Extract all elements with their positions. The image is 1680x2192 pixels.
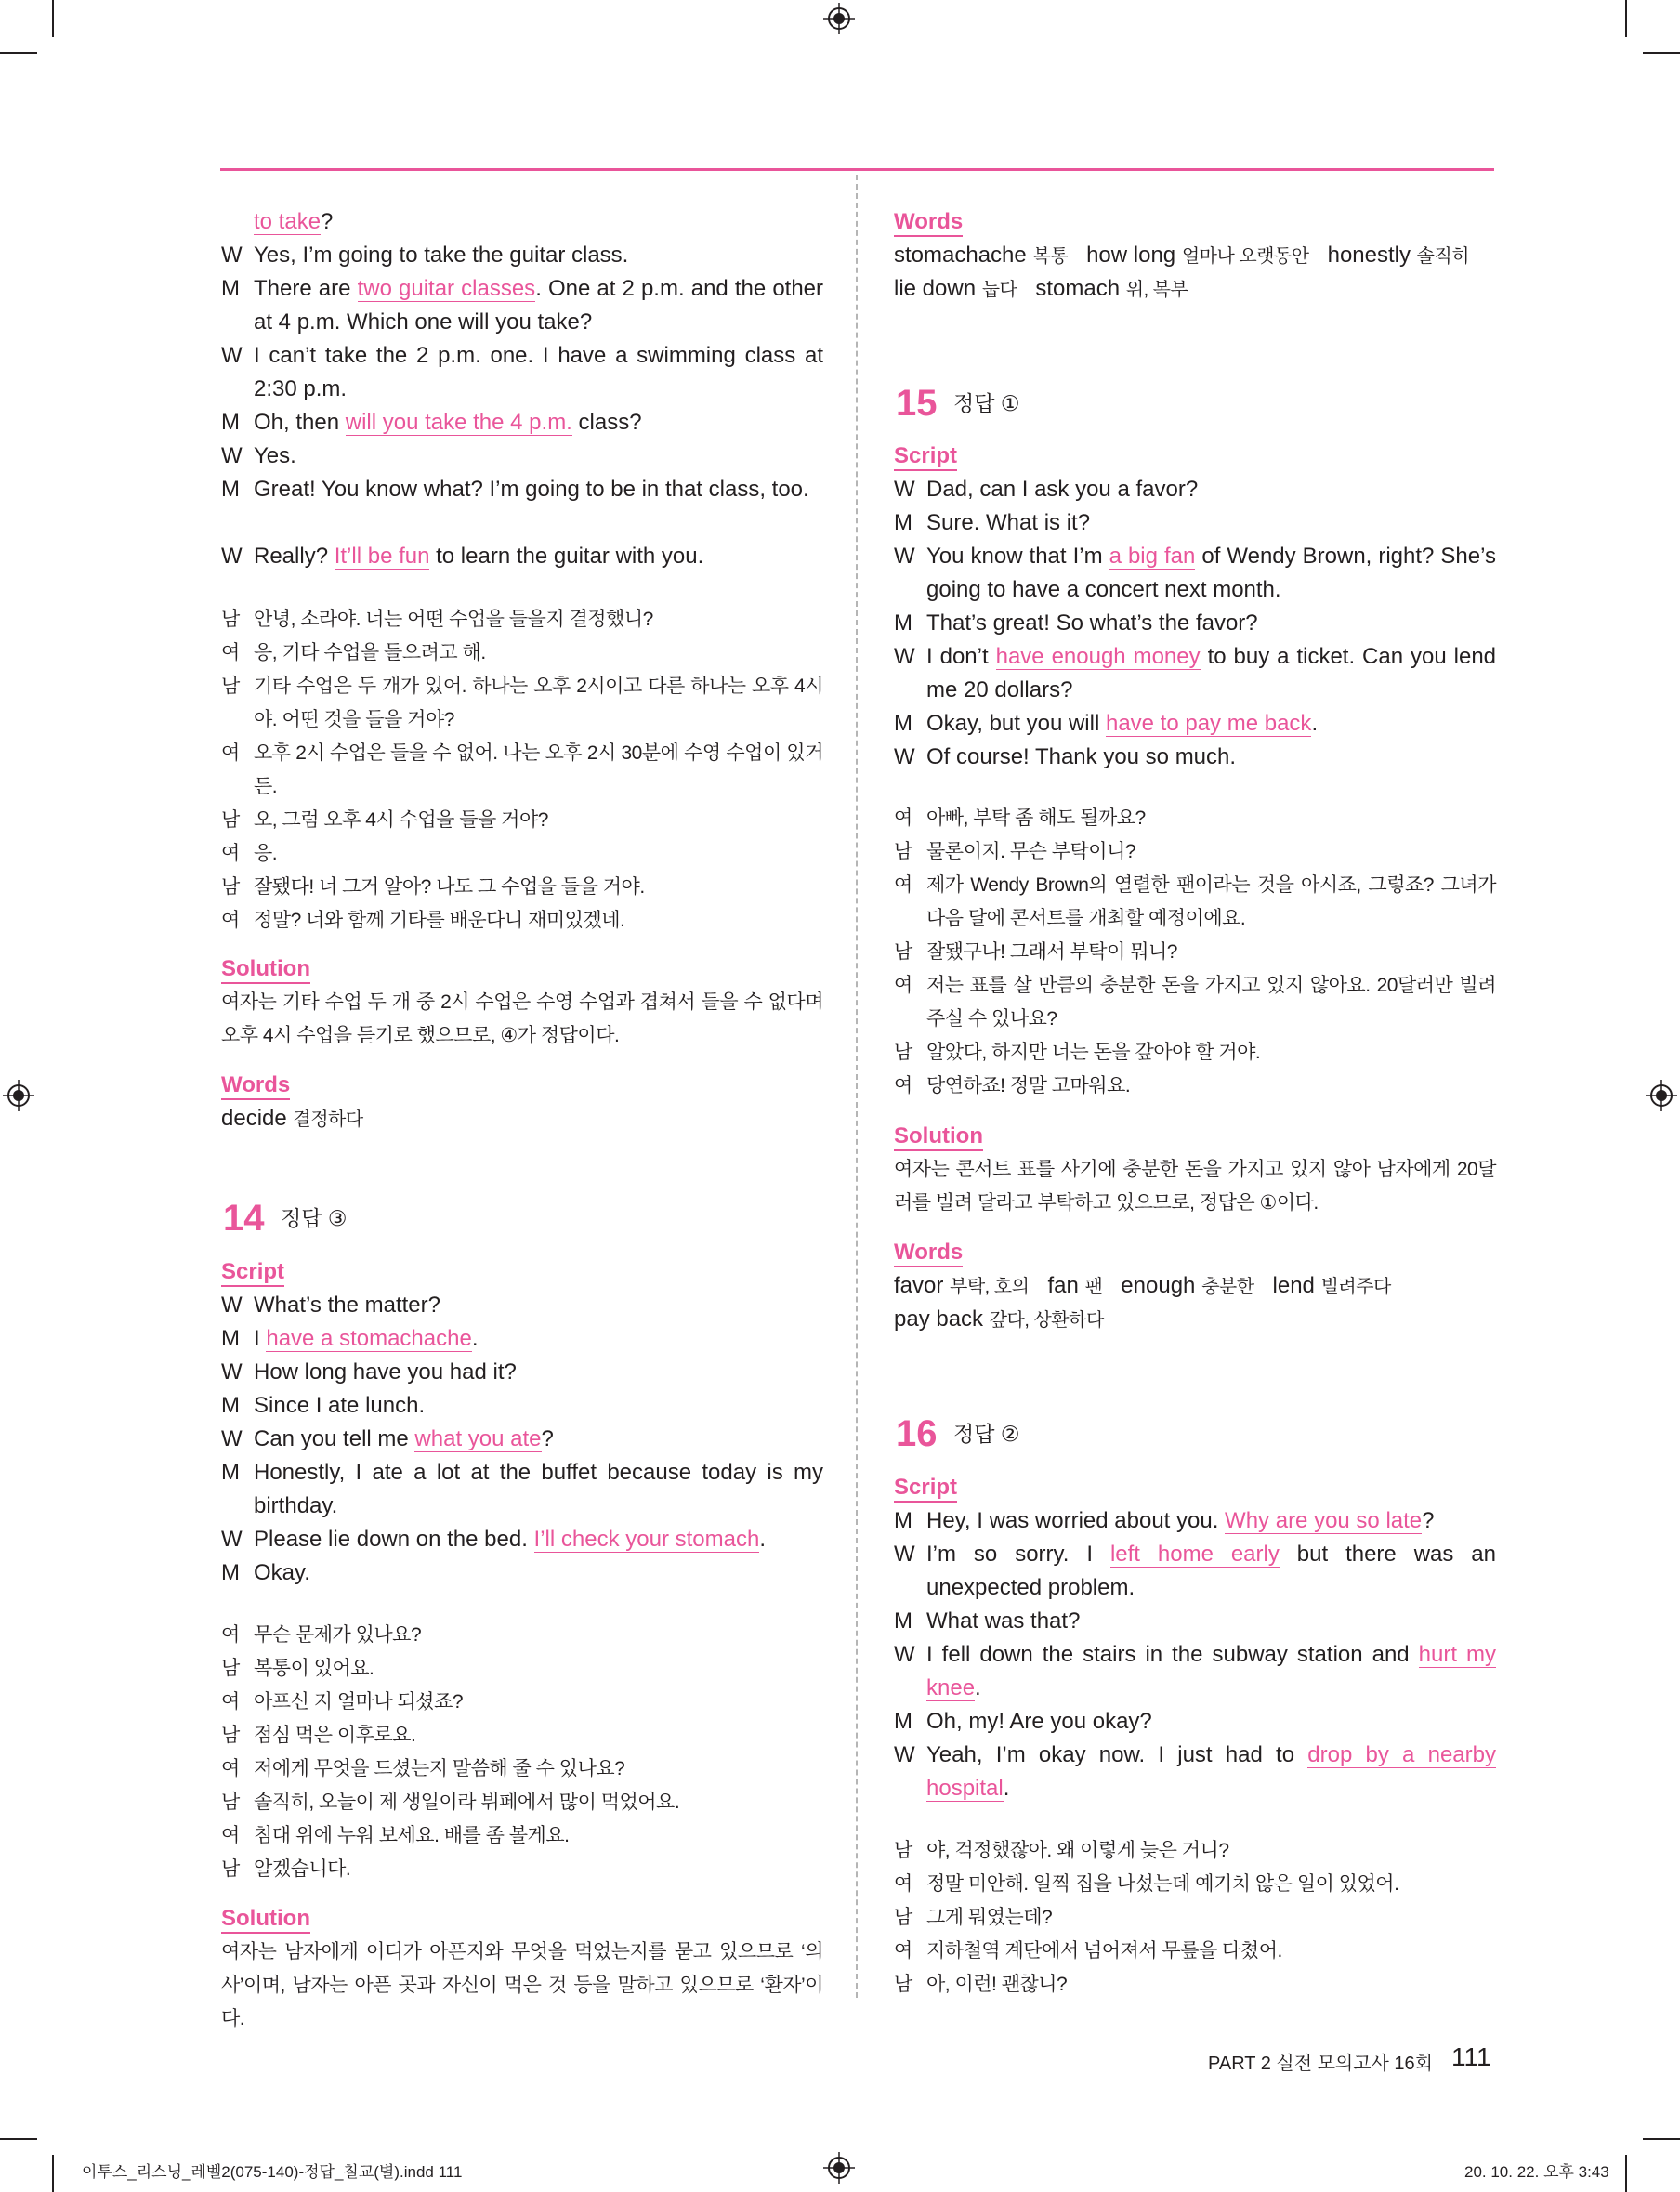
dialogue-line [221,473,823,540]
text-run: to learn the guitar with you. [429,544,704,569]
speaker-label: 여 [221,642,240,663]
translation-text: 안녕, 소라야. 너는 어떤 수업을 들을지 결정했니? [254,609,653,630]
translation-line [221,1819,823,1853]
dialogue-line [221,205,823,239]
highlighted-phrase: It’ll be fun [334,544,430,569]
q15-script-label: Script [894,440,957,473]
crop-mark [1625,0,1627,37]
translation-text: 솔직히, 오늘이 제 생일이라 뷔페에서 많이 먹었어요. [254,1792,680,1813]
text-run: ? [1422,1508,1435,1533]
speaker-label: 남 [221,809,240,831]
translation-text: 그게 뭐였는데? [926,1907,1053,1928]
file-info: 이투스_리스닝_레벨2(075-140)-정답_칠교(별).indd 111 [82,2163,463,2181]
text-run: I can’t take the 2 p.m. one. I have a swimming class at 2:30 p.m. [254,343,823,401]
text-run: Okay. [254,1560,310,1585]
crop-mark [0,52,37,54]
q15-answer: 정답 ① [953,391,1020,415]
translation-text: 무슨 문제가 있나요? [254,1624,422,1646]
dialogue-line [221,1389,823,1423]
dialogue-line [221,406,823,440]
speaker-label: 여 [221,843,240,864]
text-run: Hey, I was worried about you. [926,1508,1226,1533]
speaker-label: 남 [894,1974,912,1995]
q14-solution-text: 여자는 남자에게 어디가 아픈지와 무엇을 먹었는지를 묻고 있으므로 ‘의사’이며, 남자는 아픈 곳과 자신이 먹은 것 등을 말하고 있으므로 ‘환자’이다. [221,1941,823,2029]
translation-line [221,804,823,837]
dialogue-line [894,506,1496,540]
text-run: Dad, can I ask you a favor? [926,477,1199,502]
dialogue-line [894,1739,1496,1805]
dialogue-line [894,607,1496,640]
dialogue-line [894,1605,1496,1638]
vocab-meaning: 빌려주다 [1320,1277,1391,1297]
text-run: of Wendy Brown, right? She’s going to have a concert next month. [926,544,1497,602]
q15-words-list [894,1269,1496,1304]
speaker-label: W [221,343,243,368]
vocab-word: fan [1047,1273,1085,1298]
dialogue-line [894,741,1496,774]
text-run: ? [541,1426,554,1451]
dialogue-text [254,272,823,339]
crop-mark [1643,2138,1680,2140]
speaker-label: 남 [221,1858,240,1880]
dialogue-text [926,506,1496,540]
vocab-meaning: 결정하다 [293,1109,363,1130]
speaker-label: 여 [894,975,912,996]
translation-text: 알겠습니다. [254,1858,351,1880]
q13-solution-text: 여자는 기타 수업 두 개 중 2시 수업은 수영 수업과 겹쳐서 들을 수 없다며 오후 4시 수업을 듣기로 했으므로, ④가 정답이다. [221,991,823,1046]
translation-text: 점심 먹은 이후로요. [254,1725,416,1746]
speaker-label: 남 [894,1042,912,1063]
translation-text: 지하철역 계단에서 넘어져서 무릎을 다쳤어. [926,1940,1282,1962]
vocab-word: lend [1272,1273,1321,1298]
speaker-label: 여 [894,1873,912,1895]
speaker-label: 남 [894,941,912,963]
text-run: There are [254,276,358,301]
translation-line [894,1901,1496,1935]
highlighted-phrase: drop by a nearby hospital [926,1742,1496,1801]
translation-text: 아빠, 부탁 좀 해도 될까요? [926,807,1146,829]
speaker-label: 여 [894,1940,912,1962]
highlighted-phrase: I’ll check your stomach [533,1527,760,1552]
dialogue-line [221,239,823,272]
translation-text: 오후 2시 수업은 들을 수 없어. 나는 오후 2시 30분에 수영 수업이 있거든. [254,742,823,797]
translation-line [221,1719,823,1752]
vocab-word: favor [894,1273,951,1298]
translation-line [221,1652,823,1686]
dialogue-text [254,1523,823,1556]
dialogue-text [926,473,1496,506]
dialogue-text [926,1638,1496,1705]
vocab-meaning: 위, 복부 [1125,280,1188,300]
text-run: . [759,1527,766,1552]
dialogue-text [254,239,823,272]
text-run: . [975,1675,981,1700]
speaker-label: 여 [221,1624,240,1646]
highlighted-phrase: hurt my knee [926,1642,1497,1700]
translation-line [894,835,1496,869]
translation-line [894,936,1496,969]
q16-script-label: Script [894,1471,957,1504]
dialogue-line [894,1504,1496,1538]
speaker-label: M [894,711,912,736]
translation-line [894,1868,1496,1901]
dialogue-line [894,1705,1496,1739]
speaker-label: 여 [894,807,912,829]
speaker-label: W [221,1293,243,1318]
crop-mark [1643,52,1680,54]
vocab-word: enough [1121,1273,1202,1298]
dialogue-line [894,640,1496,707]
dialogue-text [254,473,823,506]
dialogue-text [254,1456,823,1523]
translation-line [894,1834,1496,1868]
speaker-label: 여 [894,874,912,896]
highlighted-phrase: will you take the 4 p.m. [345,410,572,435]
speaker-label: 여 [894,1075,912,1096]
highlighted-phrase: left home early [1109,1542,1280,1567]
dialogue-line [894,473,1496,506]
q14-script-label: Script [221,1255,284,1289]
translation-line [894,1935,1496,1968]
speaker-label: M [221,1460,240,1485]
text-run: but there was an unexpected problem. [926,1542,1496,1600]
dialogue-text [254,1423,823,1456]
translation-line [221,737,823,804]
text-run: ? [321,209,334,234]
translation-text: 당연하죠! 정말 고마워요. [926,1075,1131,1096]
speaker-label: 남 [221,676,240,697]
speaker-label: W [221,544,243,569]
dialogue-text [926,1538,1496,1605]
translation-line [221,1752,823,1786]
dialogue-text [254,339,823,406]
dialogue-text [926,741,1496,774]
translation-line [221,670,823,737]
q15-words-label: Words [894,1236,963,1269]
q15-solution-label: Solution [894,1120,983,1153]
speaker-label: M [221,410,240,435]
speaker-label: 남 [221,1792,240,1813]
dialogue-line [221,540,823,573]
text-run: Yes. [254,443,296,468]
translation-text: 야, 걱정했잖아. 왜 이렇게 늦은 거니? [926,1840,1229,1861]
highlighted-phrase: two guitar classes [357,276,536,301]
translation-text: 응, 기타 수업을 들으려고 해. [254,642,486,663]
highlighted-phrase: a big fan [1109,544,1196,569]
translation-text: 저는 표를 살 만큼의 충분한 돈을 가지고 있지 않아요. 20달러만 빌려 주실 수 있나요? [926,975,1496,1030]
translation-line [894,969,1496,1036]
highlighted-phrase: have a stomachache [266,1326,472,1351]
page-number: 111 [1451,2042,1491,2071]
dialogue-line [221,1423,823,1456]
speaker-label: W [894,544,915,569]
translation-line [221,1786,823,1819]
q14-words-list [894,239,1496,273]
translation-line [221,637,823,670]
speaker-label: 여 [221,742,240,764]
text-run: I’m so sorry. I [926,1542,1110,1567]
translation-text: 오, 그럼 오후 4시 수업을 들을 거야? [254,809,548,831]
translation-line [221,1853,823,1886]
text-run: . One at 2 p.m. and the other at 4 p.m. Which one will you take? [254,276,824,335]
text-run: You know that I’m [926,544,1109,569]
q15-words-list [894,1303,1496,1337]
q14-number: 14 [223,1198,265,1239]
vocab-word: lie down [894,276,982,301]
speaker-label: 여 [221,1758,240,1779]
translation-line [894,869,1496,936]
dialogue-text [926,1605,1496,1638]
speaker-label: W [894,1742,915,1767]
vocab-meaning: 복통 [1032,246,1069,267]
dialogue-text [926,607,1496,640]
translation-text: 기타 수업은 두 개가 있어. 하나는 오후 2시이고 다른 하나는 오후 4시야. 어떤 것을 들을 거야? [254,676,823,730]
translation-text: 정말? 너와 함께 기타를 배운다니 재미있겠네. [254,910,625,931]
translation-line [221,837,823,871]
translation-text: 물론이지. 무슨 부탁이니? [926,841,1136,862]
translation-text: 응. [254,843,278,864]
vocab-meaning: 눕다 [981,280,1017,300]
speaker-label: W [221,1527,243,1552]
translation-line [894,1070,1496,1103]
speaker-label: M [221,276,240,301]
dialogue-text [254,1389,823,1423]
speaker-label: W [221,243,243,268]
text-run: How long have you had it? [254,1359,517,1385]
translation-line [221,603,823,637]
text-run: Yeah, I’m okay now. I just had to [926,1742,1308,1767]
text-run: I fell down the stairs in the subway station and [926,1642,1419,1667]
vocab-word: how long [1086,243,1182,268]
dialogue-line [221,1289,823,1322]
text-run: Of course! Thank you so much. [926,744,1237,769]
translation-text: 침대 위에 누워 보세요. 배를 좀 볼게요. [254,1825,570,1846]
dialogue-text [254,406,823,440]
dialogue-text [926,1504,1496,1538]
crop-mark [1625,2155,1627,2192]
speaker-label: W [221,1359,243,1385]
highlighted-phrase: Why are you so late [1225,1508,1423,1533]
text-run: Oh, my! Are you okay? [926,1709,1152,1734]
q13-solution-label: Solution [221,952,310,986]
dialogue-line [221,1556,823,1590]
page-footer-part: PART 2 실전 모의고사 16회 [1208,2054,1433,2074]
translation-text: 아, 이런! 괜찮니? [926,1974,1068,1995]
highlighted-phrase: have to pay me back [1105,711,1312,736]
text-run: Please lie down on the bed. [254,1527,534,1552]
text-run: Great! You know what? I’m going to be in that class, too. [254,477,809,502]
speaker-label: M [221,477,240,502]
q14-words-label: Words [894,205,963,239]
speaker-label: 여 [221,1691,240,1713]
text-run: What’s the matter? [254,1293,440,1318]
text-run: class? [571,410,642,435]
highlighted-phrase: to take [254,209,322,234]
speaker-label: M [221,1326,240,1351]
print-date: 20. 10. 22. 오후 3:43 [1464,2163,1609,2181]
dialogue-line [894,540,1496,607]
dialogue-text [254,1322,823,1356]
vocab-word: stomach [1035,276,1126,301]
dialogue-line [221,1322,823,1356]
dialogue-line [894,1638,1496,1705]
speaker-label: 남 [221,1725,240,1746]
translation-text: 잘됐다! 너 그거 알아? 나도 그 수업을 들을 거야. [254,876,645,898]
q15-solution-text: 여자는 콘서트 표를 사기에 충분한 돈을 가지고 있지 않아 남자에게 20달러를 빌려 달라고 부탁하고 있으므로, 정답은 ①이다. [894,1159,1496,1214]
speaker-label: M [221,1393,240,1418]
speaker-label: W [894,1642,915,1667]
vocab-meaning: 솔직히 [1416,246,1470,267]
text-run: What was that? [926,1608,1081,1634]
speaker-label: M [894,610,912,636]
speaker-label: 남 [221,876,240,898]
speaker-label: M [221,1560,240,1585]
text-run: Honestly, I ate a lot at the buffet because today is my birthday. [254,1460,823,1518]
text-run: Really? [254,544,335,569]
translation-line [894,1036,1496,1070]
registration-mark-icon [1646,1080,1677,1111]
registration-mark-icon [823,3,855,34]
q16-answer: 정답 ② [953,1422,1020,1446]
speaker-label: M [894,1508,912,1533]
crop-mark [52,0,54,37]
vocab-word: honestly [1327,243,1417,268]
speaker-label: 남 [221,1658,240,1679]
speaker-label: 남 [894,841,912,862]
text-run: I [254,1326,267,1351]
text-run: . [1311,711,1319,736]
translation-text: 복통이 있어요. [254,1658,374,1679]
translation-line [221,871,823,904]
q14-answer: 정답 ③ [281,1206,348,1230]
dialogue-line [221,1523,823,1556]
crop-mark [52,2155,54,2192]
translation-line [221,904,823,938]
speaker-label: 여 [221,910,240,931]
dialogue-line [221,1456,823,1523]
dialogue-line [221,272,823,339]
translation-text: 저에게 무엇을 드셨는지 말씀해 줄 수 있나요? [254,1758,625,1779]
speaker-label: 남 [221,609,240,630]
vocab-word: pay back [894,1306,990,1332]
text-run: Oh, then [254,410,346,435]
dialogue-text [926,540,1496,607]
dialogue-line [221,440,823,473]
dialogue-text [254,1356,823,1389]
speaker-label: W [894,744,915,769]
dialogue-text [926,640,1496,707]
translation-line [894,1968,1496,2002]
registration-mark-icon [3,1080,34,1111]
dialogue-text [254,1289,823,1322]
highlighted-phrase: have enough money [995,644,1201,669]
text-run: Yes, I’m going to take the guitar class. [254,243,629,268]
translation-text: 아프신 지 얼마나 되셨죠? [254,1691,464,1713]
translation-line [894,802,1496,835]
speaker-label: 남 [894,1907,912,1928]
text-run: Okay, but you will [926,711,1106,736]
dialogue-text [254,205,823,239]
q14-words-list [894,272,1496,307]
dialogue-text [254,440,823,473]
translation-text: 알았다, 하지만 너는 돈을 갚아야 할 거야. [926,1042,1261,1063]
vocab-meaning: 갚다, 상환하다 [989,1310,1104,1331]
text-run: That’s great! So what’s the favor? [926,610,1258,636]
speaker-label: W [221,443,243,468]
q14-solution-label: Solution [221,1902,310,1936]
q15-number: 15 [896,383,938,424]
translation-text: 정말 미안해. 일찍 집을 나섰는데 예기치 않은 일이 있었어. [926,1873,1399,1895]
translation-line [221,1686,823,1719]
q16-number: 16 [896,1413,938,1454]
translation-line [221,1619,823,1652]
dialogue-text [926,1739,1496,1805]
vocab-meaning: 얼마나 오랫동안 [1181,246,1309,267]
speaker-label: 남 [894,1840,912,1861]
speaker-label: 여 [221,1825,240,1846]
vocab-meaning: 부탁, 호의 [950,1277,1030,1297]
dialogue-text [926,707,1496,741]
speaker-label: M [894,1608,912,1634]
dialogue-line [221,1356,823,1389]
vocab-meaning: 충분한 [1201,1277,1254,1297]
registration-mark-icon [823,2152,855,2184]
text-run: I don’t [926,644,996,669]
dialogue-line [894,1538,1496,1605]
speaker-label: W [894,644,915,669]
vocab-word: decide [221,1106,294,1131]
vocab-meaning: 팬 [1084,1277,1103,1297]
text-run: . [1003,1776,1010,1801]
speaker-label: W [221,1426,243,1451]
dialogue-line [221,339,823,406]
speaker-label: W [894,1542,915,1567]
translation-text: 잘됐구나! 그래서 부탁이 뭐니? [926,941,1177,963]
text-run: to buy a ticket. Can you lend me 20 dollars? [926,644,1497,702]
speaker-label: W [894,477,915,502]
dialogue-text [254,540,823,573]
q13-words-label: Words [221,1069,290,1102]
text-run: Since I ate lunch. [254,1393,426,1418]
text-run: Sure. What is it? [926,510,1091,535]
translation-text: 제가 Wendy Brown의 열렬한 팬이라는 것을 아시죠, 그렇죠? 그녀가 다음 달에 콘서트를 개최할 예정이에요. [926,874,1496,929]
column-divider [856,175,858,1998]
text-run: Can you tell me [254,1426,415,1451]
q13-words-list [221,1102,823,1136]
speaker-label: M [894,1709,912,1734]
highlighted-phrase: what you ate [414,1426,542,1451]
dialogue-text [254,1556,823,1590]
dialogue-text [926,1705,1496,1739]
text-run: . [471,1326,479,1351]
vocab-word: stomachache [894,243,1033,268]
dialogue-line [894,707,1496,741]
crop-mark [0,2138,37,2140]
speaker-label: M [894,510,912,535]
header-rule [220,168,1494,171]
